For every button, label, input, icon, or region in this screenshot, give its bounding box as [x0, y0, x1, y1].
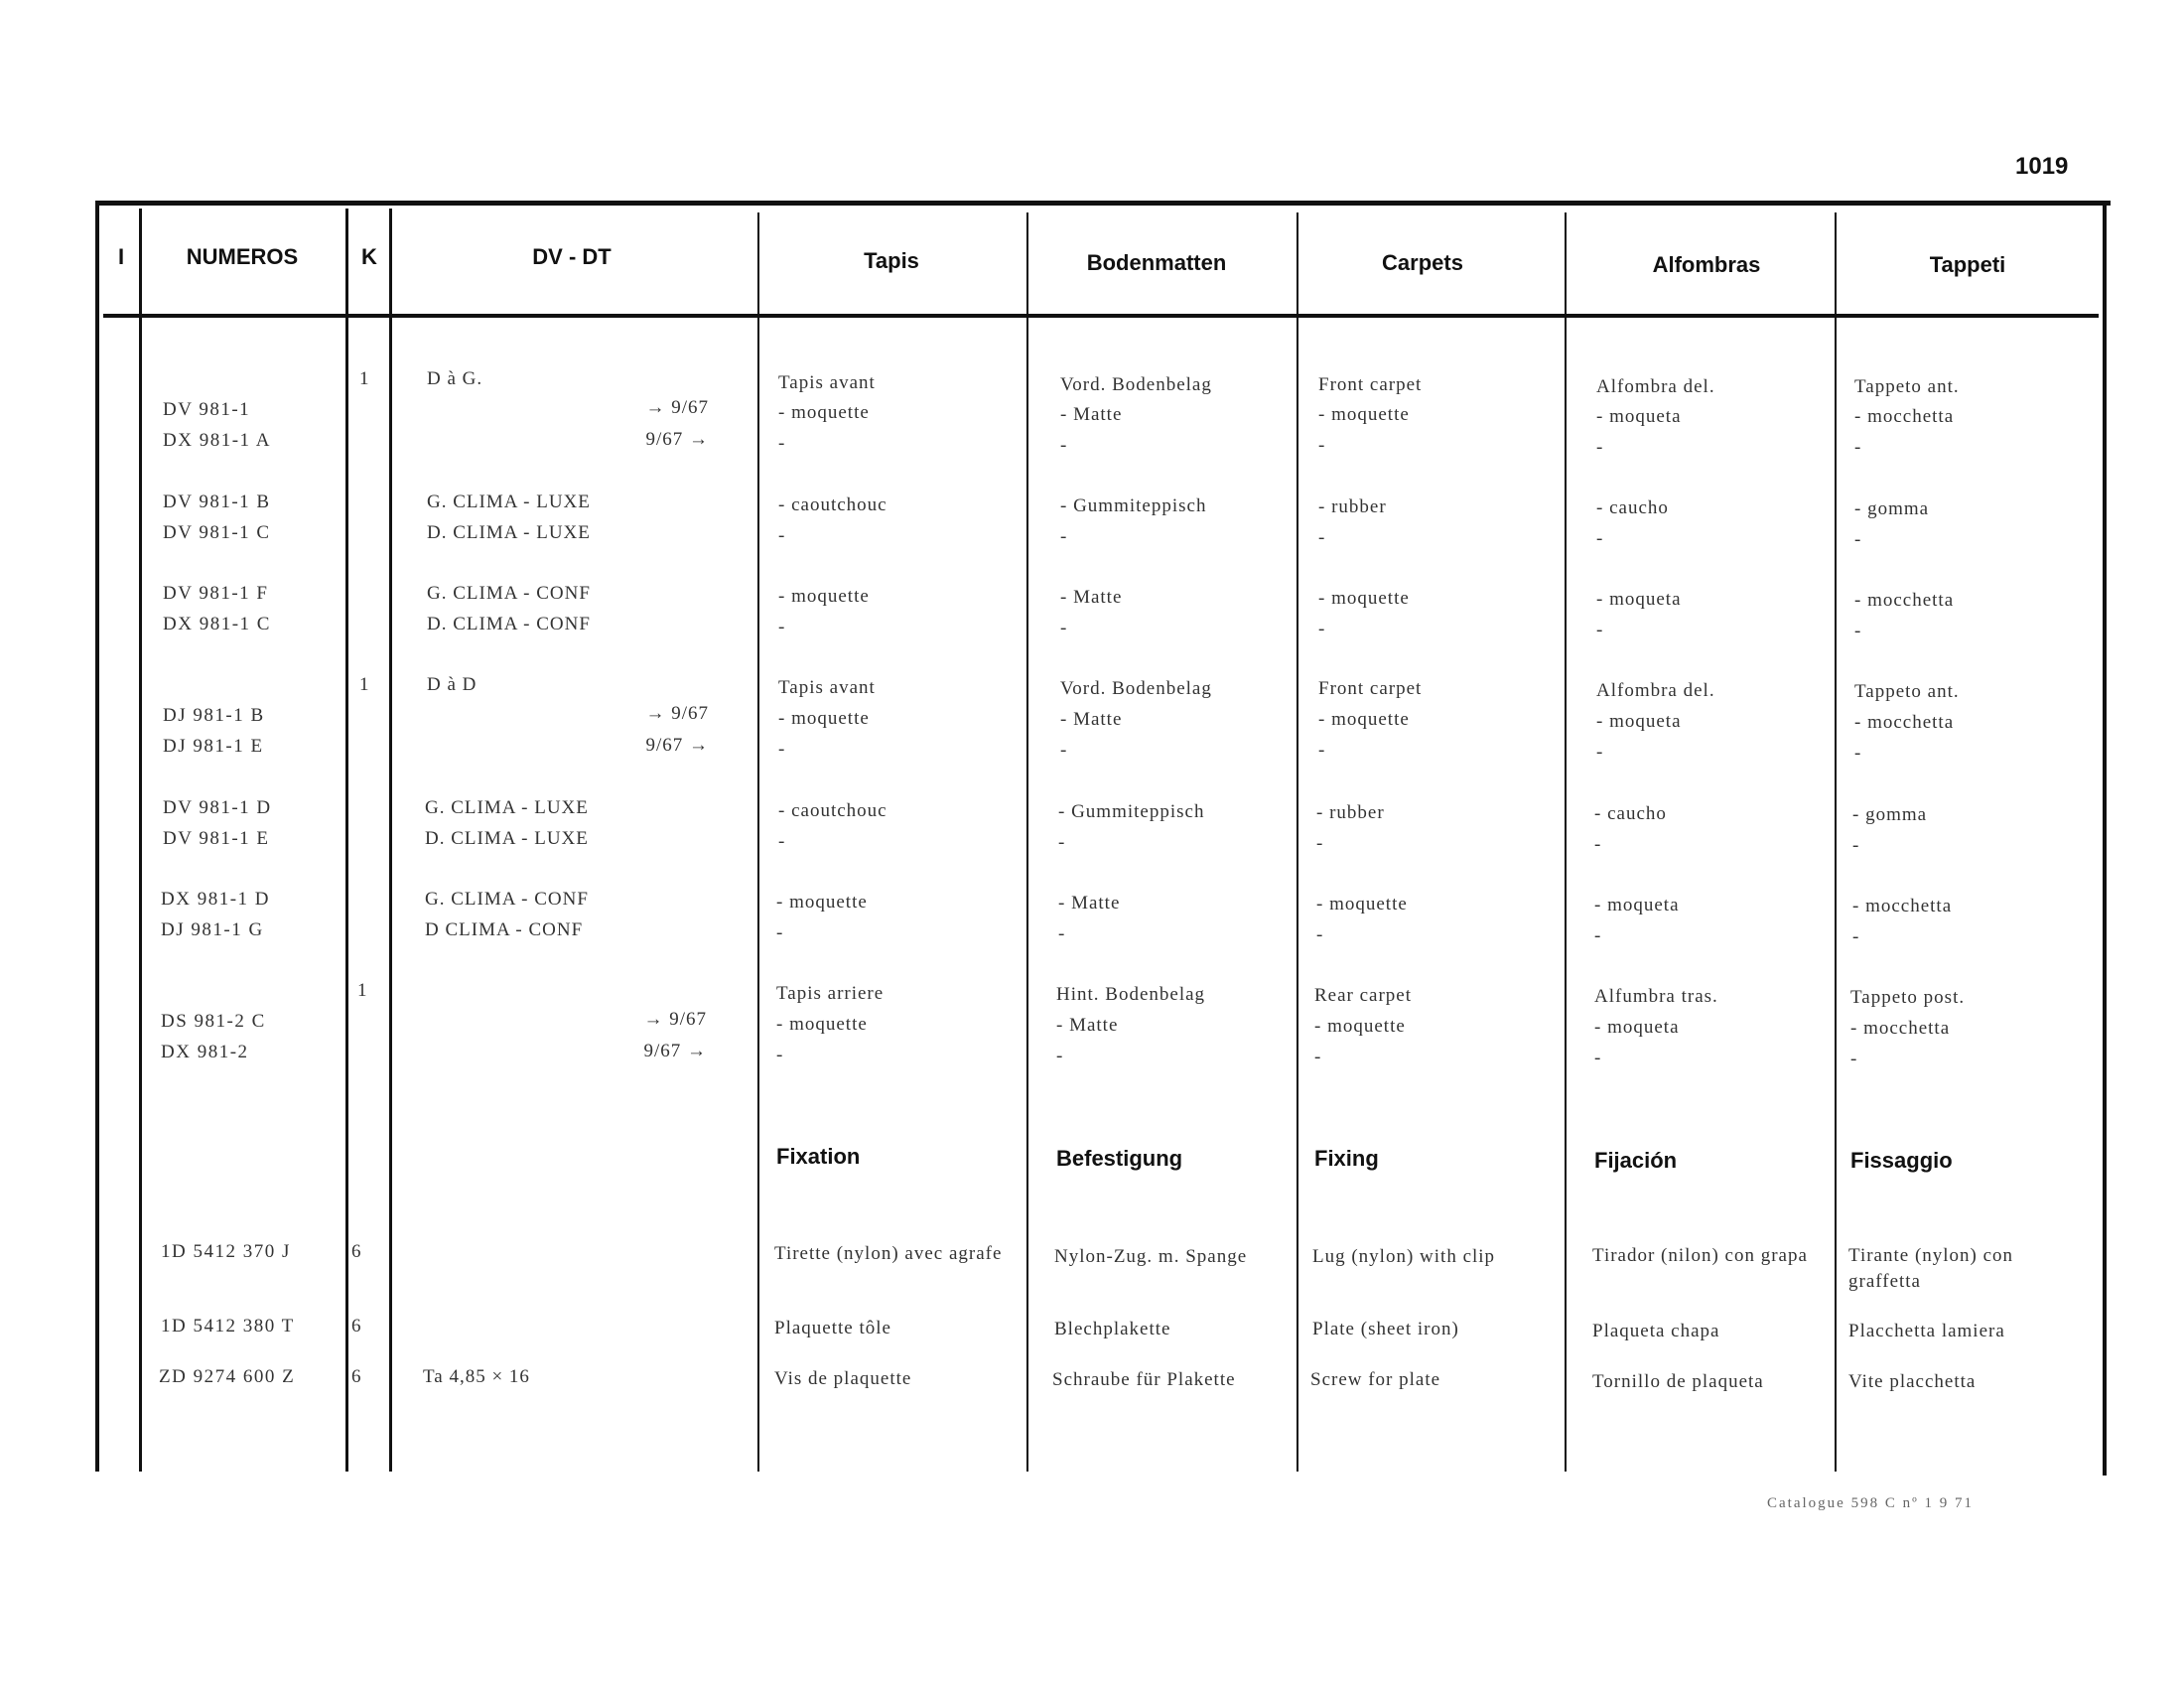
date-arrow: 9/67 →	[645, 429, 709, 450]
header-tapis: Tapis	[864, 248, 919, 273]
it-text: -	[1854, 529, 1862, 550]
de-text: - Matte	[1060, 587, 1123, 608]
en-text: Screw for plate	[1310, 1369, 1441, 1390]
es-text: -	[1596, 528, 1604, 549]
k-value: 1	[357, 980, 368, 1001]
en-text: - moquette	[1314, 1016, 1406, 1037]
it-text: Vite placchetta	[1848, 1371, 1977, 1392]
es-text: Alfumbra tras.	[1594, 986, 1718, 1007]
page-number: 1019	[2015, 153, 2069, 180]
fr-text: Tapis avant	[778, 372, 876, 393]
part-number: DX 981-1 C	[163, 614, 271, 634]
es-text: Tirador (nilon) con grapa	[1592, 1245, 1808, 1266]
es-text: Plaqueta chapa	[1592, 1321, 1720, 1341]
it-text: - mocchetta	[1854, 712, 1955, 733]
it-text: -	[1850, 1049, 1858, 1069]
part-number: DX 981-2	[161, 1042, 249, 1062]
part-number: DV 981-1 E	[163, 828, 270, 849]
it-text: Tappeto post.	[1850, 987, 1966, 1008]
en-text: -	[1316, 833, 1324, 854]
en-text: - moquette	[1318, 404, 1410, 425]
dvdt-variant: D CLIMA - CONF	[425, 919, 584, 940]
it-text: - mocchetta	[1854, 590, 1955, 611]
es-text: - moqueta	[1594, 1017, 1680, 1038]
fr-text: -	[776, 922, 784, 943]
it-text: - mocchetta	[1852, 896, 1953, 916]
part-number: DV 981-1 B	[163, 492, 271, 512]
k-value: 6	[351, 1241, 362, 1262]
fr-text: - moquette	[778, 708, 870, 729]
de-text: - Gummiteppisch	[1060, 495, 1207, 516]
part-number: DJ 981-1 G	[161, 919, 264, 940]
de-text: - Matte	[1058, 893, 1121, 914]
en-text: -	[1318, 435, 1326, 456]
part-number: DJ 981-1 B	[163, 705, 265, 726]
table-top-rule	[95, 201, 2111, 206]
dvdt-variant: G. CLIMA - LUXE	[427, 492, 591, 512]
de-text: -	[1060, 740, 1068, 761]
de-text: - Matte	[1060, 404, 1123, 425]
en-text: -	[1318, 740, 1326, 761]
header-i: I	[117, 244, 125, 269]
fr-text: -	[778, 433, 786, 454]
fr-text: -	[778, 617, 786, 637]
fr-text: -	[778, 739, 786, 760]
dvdt-variant: G. CLIMA - CONF	[425, 889, 589, 910]
fixation-heading-de: Befestigung	[1056, 1146, 1183, 1171]
col-sep-dvdt-right	[757, 212, 759, 1472]
fr-text: Plaquette tôle	[774, 1318, 891, 1338]
dvdt-variant: D. CLIMA - CONF	[427, 614, 591, 634]
de-text: -	[1060, 526, 1068, 547]
fixation-heading-es: Fijación	[1594, 1148, 1678, 1173]
it-text: Placchetta lamiera	[1848, 1321, 2005, 1341]
header-numeros: NUMEROS	[186, 244, 299, 269]
es-text: -	[1596, 742, 1604, 763]
de-text: Vord. Bodenbelag	[1060, 374, 1212, 395]
col-sep-es-right	[1835, 212, 1837, 1472]
it-text: -	[1854, 621, 1862, 641]
en-text: Rear carpet	[1314, 985, 1413, 1006]
fr-text: - caoutchouc	[778, 800, 887, 821]
fixation-heading-fr: Fixation	[776, 1144, 861, 1169]
it-text: -	[1852, 926, 1860, 947]
date-arrow: → 9/67	[643, 1009, 707, 1030]
it-text: -	[1854, 743, 1862, 764]
dvdt-variant: D. CLIMA - LUXE	[425, 828, 589, 849]
date-arrow: 9/67 →	[643, 1041, 707, 1061]
it-text: - mocchetta	[1850, 1018, 1951, 1039]
dvdt-variant: G. CLIMA - CONF	[427, 583, 591, 604]
it-text: Tappeto ant.	[1854, 376, 1960, 397]
de-text: -	[1058, 832, 1066, 853]
header-k: K	[361, 244, 377, 269]
fixation-heading-en: Fixing	[1314, 1146, 1379, 1171]
en-text: Front carpet	[1318, 374, 1423, 395]
col-sep-k-left	[345, 209, 348, 1472]
es-text: -	[1596, 437, 1604, 458]
table-left-border	[95, 201, 99, 1472]
en-text: - rubber	[1318, 496, 1387, 517]
part-number: DV 981-1	[163, 399, 251, 420]
es-text: - moqueta	[1594, 895, 1680, 915]
it-text: - gomma	[1852, 804, 1928, 825]
de-text: - Gummiteppisch	[1058, 801, 1205, 822]
header-carpets: Carpets	[1382, 250, 1463, 275]
de-text: -	[1060, 435, 1068, 456]
fr-text: -	[776, 1045, 784, 1065]
es-text: Tornillo de plaqueta	[1592, 1371, 1764, 1392]
en-text: - moquette	[1318, 588, 1410, 609]
en-text: Plate (sheet iron)	[1312, 1319, 1459, 1339]
part-number: 1D 5412 370 J	[161, 1241, 291, 1262]
de-text: - Matte	[1060, 709, 1123, 730]
es-text: - caucho	[1594, 803, 1667, 824]
dvdt-title: D à G.	[427, 368, 483, 389]
dvdt-variant: G. CLIMA - LUXE	[425, 797, 589, 818]
fr-text: Vis de plaquette	[774, 1368, 912, 1389]
part-number: ZD 9274 600 Z	[159, 1366, 296, 1387]
it-text: -	[1852, 835, 1860, 856]
fr-text: -	[778, 525, 786, 546]
part-number: DX 981-1 A	[163, 430, 271, 451]
fr-text: - caoutchouc	[778, 494, 887, 515]
header-bodenmatten: Bodenmatten	[1086, 250, 1227, 275]
de-text: - Matte	[1056, 1015, 1119, 1036]
de-text: Schraube für Plakette	[1052, 1369, 1236, 1390]
fr-text: Tirette (nylon) avec agrafe	[774, 1243, 1003, 1264]
col-sep-k-right	[389, 209, 392, 1472]
fr-text: - moquette	[776, 1014, 868, 1035]
es-text: - moqueta	[1596, 589, 1682, 610]
de-text: Vord. Bodenbelag	[1060, 678, 1212, 699]
dvdt-value: Ta 4,85 × 16	[423, 1366, 530, 1387]
col-sep-de-right	[1297, 212, 1298, 1472]
part-number: DS 981-2 C	[161, 1011, 266, 1032]
es-text: - caucho	[1596, 497, 1669, 518]
es-text: - moqueta	[1596, 406, 1682, 427]
fr-text: Tapis avant	[778, 677, 876, 698]
fixation-heading-it: Fissaggio	[1850, 1148, 1953, 1173]
en-text: -	[1316, 924, 1324, 945]
k-value: 1	[359, 368, 370, 389]
it-text: -	[1854, 437, 1862, 458]
de-text: Hint. Bodenbelag	[1056, 984, 1206, 1005]
fr-text: - moquette	[778, 586, 870, 607]
en-text: - moquette	[1316, 894, 1408, 914]
dvdt-title: D à D	[427, 674, 478, 695]
part-number: DX 981-1 D	[161, 889, 270, 910]
date-arrow: → 9/67	[645, 703, 709, 724]
col-sep-fr-right	[1026, 212, 1028, 1472]
header-alfombras: Alfombras	[1652, 252, 1761, 277]
en-text: - moquette	[1318, 709, 1410, 730]
date-arrow: → 9/67	[645, 397, 709, 418]
it-text: - mocchetta	[1854, 406, 1955, 427]
en-text: -	[1318, 619, 1326, 639]
es-text: Alfombra del.	[1596, 680, 1715, 701]
en-text: Front carpet	[1318, 678, 1423, 699]
k-value: 1	[359, 674, 370, 695]
en-text: - rubber	[1316, 802, 1385, 823]
catalogue-footer: Catalogue 598 C nº 1 9 71	[1767, 1495, 1974, 1511]
en-text: -	[1318, 527, 1326, 548]
fr-text: - moquette	[776, 892, 868, 913]
es-text: -	[1594, 925, 1602, 946]
es-text: - moqueta	[1596, 711, 1682, 732]
es-text: Alfombra del.	[1596, 376, 1715, 397]
es-text: -	[1594, 1048, 1602, 1068]
fr-text: - moquette	[778, 402, 870, 423]
part-number: DV 981-1 C	[163, 522, 271, 543]
it-text: Tirante (nylon) con graffetta	[1848, 1245, 2014, 1292]
col-sep-numeros-left	[139, 209, 142, 1472]
fr-text: Tapis arriere	[776, 983, 885, 1004]
dvdt-variant: D. CLIMA - LUXE	[427, 522, 591, 543]
part-number: DJ 981-1 E	[163, 736, 264, 757]
de-text: -	[1056, 1046, 1064, 1066]
en-text: -	[1314, 1047, 1322, 1067]
part-number: DV 981-1 F	[163, 583, 269, 604]
table-header-rule	[103, 314, 2099, 318]
date-arrow: 9/67 →	[645, 735, 709, 756]
part-number: DV 981-1 D	[163, 797, 272, 818]
k-value: 6	[351, 1316, 362, 1336]
table-right-border	[2103, 205, 2107, 1476]
header-tappeti: Tappeti	[1929, 252, 2006, 277]
it-text: Tappeto ant.	[1854, 681, 1960, 702]
en-text: Lug (nylon) with clip	[1312, 1246, 1496, 1267]
de-text: -	[1060, 618, 1068, 638]
de-text: -	[1058, 923, 1066, 944]
header-dvdt: DV - DT	[532, 244, 612, 269]
fr-text: -	[778, 831, 786, 852]
de-text: Blechplakette	[1054, 1319, 1171, 1339]
k-value: 6	[351, 1366, 362, 1387]
col-sep-en-right	[1565, 212, 1567, 1472]
es-text: -	[1596, 620, 1604, 640]
part-number: 1D 5412 380 T	[161, 1316, 295, 1336]
it-text: - gomma	[1854, 498, 1930, 519]
de-text: Nylon-Zug. m. Spange	[1054, 1246, 1248, 1267]
es-text: -	[1594, 834, 1602, 855]
